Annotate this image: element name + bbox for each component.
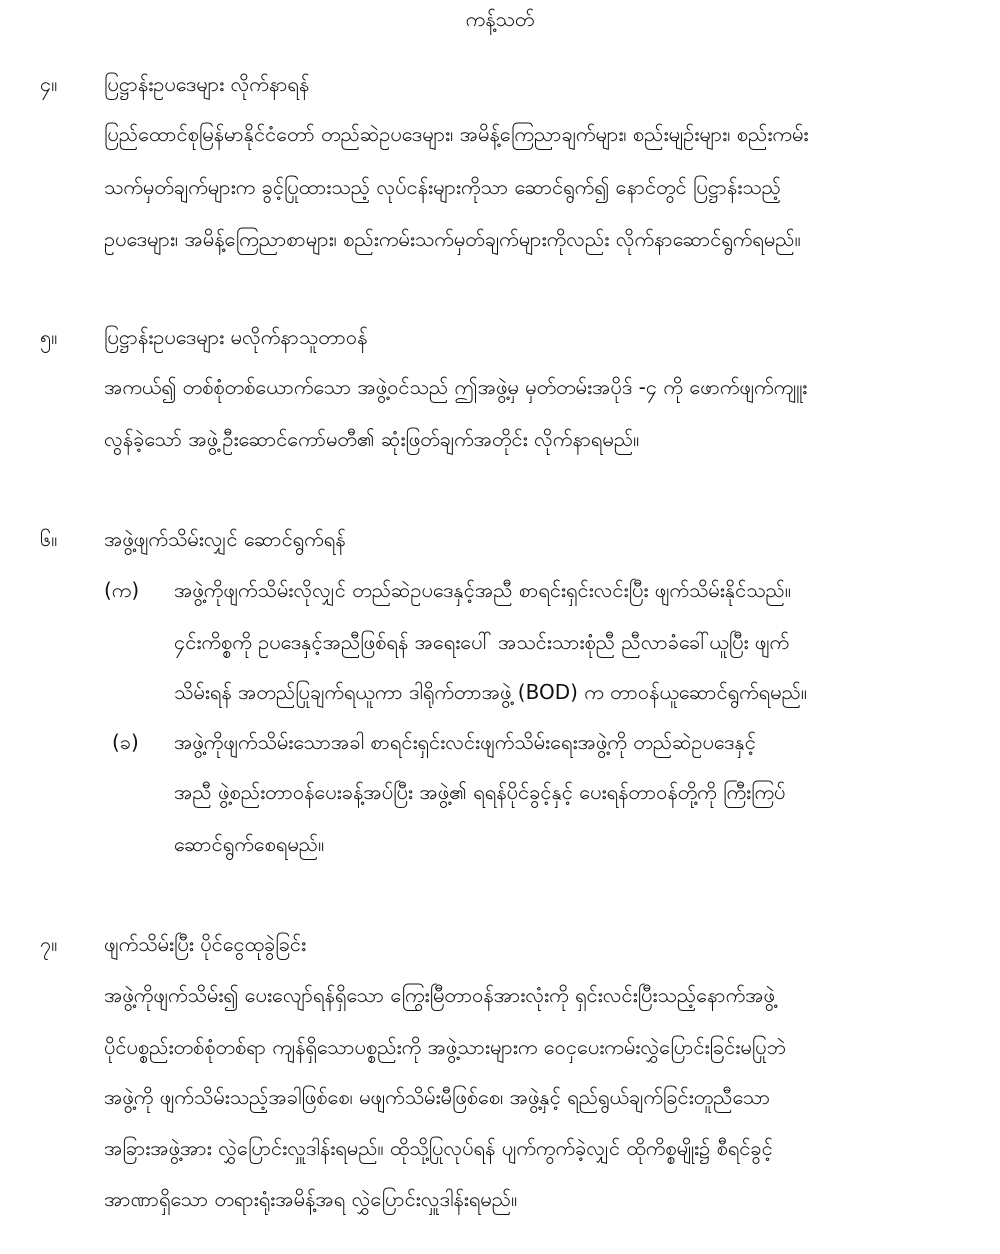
section-number: ၅။ [40, 325, 58, 349]
subsection-line: ဆောင်ရွက်စေရမည်။ [174, 832, 325, 856]
subsection-line: ၄င်းကိစ္စကို ဥပဒေနှင့်အညီဖြစ်ရန် အရေးပေါ် အသင်းသားစုံညီ ညီလာခံခေါ်ယူပြီး ဖျက် [174, 630, 790, 654]
section-title: ပြဋ္ဌာန်းဥပဒေများ မလိုက်နာသူတာဝန် [104, 325, 368, 349]
section-title: ပြဋ္ဌာန်းဥပဒေများ လိုက်နာရန် [104, 72, 310, 96]
subsection-line: အဖွဲ့ကိုဖျက်သိမ်းသောအခါ စာရင်းရှင်းလင်းဖျက်သိမ်းရေးအဖွဲ့ကို တည်ဆဲဥပဒေနှင့် [174, 730, 756, 754]
paragraph-line: အဖွဲ့ကို ဖျက်သိမ်းသည့်အခါဖြစ်စေ၊ မဖျက်သိမ်းမီဖြစ်စေ၊ အဖွဲ့နှင့် ရည်ရွယ်ချက်ခြင်းတူညီသော [104, 1085, 771, 1109]
section-number: ၆။ [40, 527, 58, 551]
subsection-label: (က) [104, 578, 140, 602]
page-header: ကန့်သတ် [465, 7, 535, 31]
paragraph-line: လွန်ခဲ့သော် အဖွဲ့ဦးဆောင်ကော်မတီ၏ ဆုံးဖြတ်ချက်အတိုင်း လိုက်နာရမည်။ [104, 427, 640, 451]
section-number: ၇။ [40, 932, 58, 956]
subsection-line: အဖွဲ့ကိုဖျက်သိမ်းလိုလျှင် တည်ဆဲဥပဒေနှင့်အညီ စာရင်းရှင်းလင်းပြီး ဖျက်သိမ်းနိုင်သည်။ [174, 578, 791, 602]
paragraph-line: အာဏာရှိသော တရားရုံးအမိန့်အရ လွှဲပြောင်းလှူဒါန်းရမည်။ [104, 1187, 518, 1211]
subsection-line: အညီ ဖွဲ့စည်းတာဝန်ပေးခန့်အပ်ပြီး အဖွဲ့၏ ရရန်ပိုင်ခွင့်နှင့် ပေးရန်တာဝန်တို့ကို ကြီးကြပ် [174, 780, 786, 804]
paragraph-line: ဥပဒေများ၊ အမိန့်ကြေညာစာများ၊ စည်းကမ်းသက်မှတ်ချက်များကိုလည်း လိုက်နာဆောင်ရွက်ရမည်။ [104, 227, 801, 251]
section-title: ဖျက်သိမ်းပြီး ပိုင်ငွေထုခွဲခြင်း [104, 932, 307, 956]
paragraph-line: အဖွဲ့ကိုဖျက်သိမ်း၍ ပေးလျော်ရန်ရှိသော ကြွေးမြီတာဝန်အားလုံးကို ရှင်းလင်းပြီးသည့်နောက်အဖွဲ့ [104, 983, 775, 1007]
paragraph-line: အခြားအဖွဲ့အား လွှဲပြောင်းလှူဒါန်းရမည်။ ထိုသို့ပြုလုပ်ရန် ပျက်ကွက်ခဲ့လျှင် ထိုကိစ္စမျိုး၌ စီရင်ခွင့် [104, 1136, 773, 1160]
section-number: ၄။ [40, 72, 58, 96]
paragraph-line: အကယ်၍ တစ်စုံတစ်ယောက်သော အဖွဲ့ဝင်သည် ဤအဖွဲ့မှ မှတ်တမ်းအပိုဒ် -၄ ကို ဖောက်ဖျက်ကျူး [104, 375, 808, 399]
section-title: အဖွဲ့ဖျက်သိမ်းလျှင် ဆောင်ရွက်ရန် [104, 527, 346, 551]
subsection-line: သိမ်းရန် အတည်ပြုချက်ရယူကာ ဒါရိုက်တာအဖွဲ့ (BOD) က တာဝန်ယူဆောင်ရွက်ရမည်။ [174, 680, 807, 704]
paragraph-line: သက်မှတ်ချက်များက ခွင့်ပြုထားသည့် လုပ်ငန်းများကိုသာ ဆောင်ရွက်၍ နောင်တွင် ပြဋ္ဌာန်းသည့် [104, 175, 781, 199]
paragraph-line: ပိုင်ပစ္စည်းတစ်စုံတစ်ရာ ကျန်ရှိသောပစ္စည်းကို အဖွဲ့သားများက ဝေငှပေးကမ်းလွှဲပြောင်းခြင်းမပြုဘဲ [104, 1035, 786, 1059]
subsection-label: (ခ) [112, 730, 139, 754]
paragraph-line: ပြည်ထောင်စုမြန်မာနိုင်ငံတော် တည်ဆဲဥပဒေများ၊ အမိန့်ကြေညာချက်များ၊ စည်းမျဉ်းများ၊ စည်းကမ်း [104, 122, 809, 146]
